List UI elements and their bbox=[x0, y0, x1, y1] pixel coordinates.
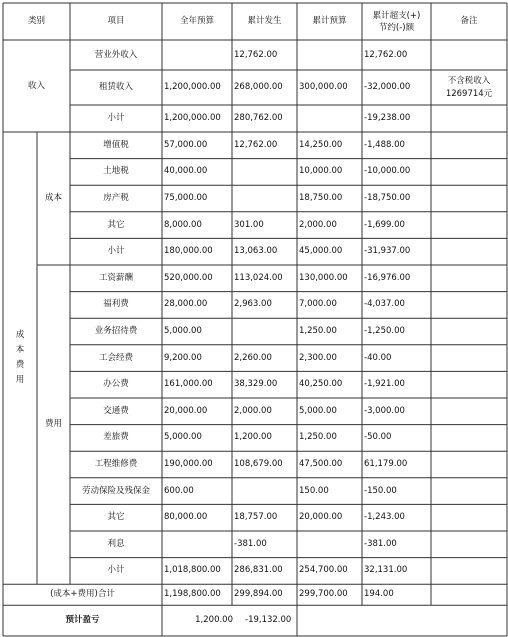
fees-row-annual-budget: 520,000.00 bbox=[164, 272, 213, 283]
fees-row-variance: 32,131.00 bbox=[364, 565, 408, 576]
fees-row-annual-budget: 5,000.00 bbox=[164, 432, 202, 443]
cost-row-variance: -18,750.00 bbox=[364, 192, 411, 203]
fees-row-cumulative-actual: 2,963.00 bbox=[234, 299, 272, 310]
header-variance-line2: 节约(-)额 bbox=[378, 22, 415, 33]
fees-row-variance: 61,179.00 bbox=[364, 458, 408, 469]
fees-row-annual-budget bbox=[162, 531, 232, 558]
cost-row-cumulative-budget: 10,000.00 bbox=[299, 166, 343, 177]
cost-subcategory: 成本 bbox=[44, 193, 62, 203]
expense-category-char: 费 bbox=[15, 360, 25, 371]
fees-row-cumulative-actual: 2,000.00 bbox=[234, 405, 272, 416]
cost-row-variance: -1,488.00 bbox=[364, 139, 405, 150]
fees-row-cumulative-budget: 40,250.00 bbox=[299, 379, 343, 390]
income-annual-budget: 1,200,000.00 bbox=[164, 113, 221, 123]
fees-row-variance: -1,250.00 bbox=[364, 325, 405, 336]
fees-row-item: 差旅费 bbox=[103, 432, 129, 443]
header-remark: 备注 bbox=[460, 16, 478, 26]
total-variance: 194.00 bbox=[364, 589, 394, 600]
income-category: 收入 bbox=[27, 80, 45, 91]
header-cumulative-actual: 累计发生 bbox=[247, 16, 282, 26]
fees-row-variance: -150.00 bbox=[364, 485, 397, 496]
expense-category-char: 成 bbox=[15, 330, 25, 341]
cost-row-variance: -10,000.00 bbox=[364, 166, 411, 177]
cost-row-cumulative-actual bbox=[232, 159, 297, 186]
fees-row-cumulative-budget: 1,250.00 bbox=[299, 325, 337, 336]
income-cumulative-budget: 300,000.00 bbox=[299, 82, 348, 92]
cost-row-cumulative-budget: 45,000.00 bbox=[299, 246, 343, 257]
fees-row-cumulative-actual: 18,757.00 bbox=[234, 512, 278, 523]
total-cumulative-budget: 299,700.00 bbox=[299, 589, 348, 600]
header-item: 项目 bbox=[107, 16, 125, 26]
fees-row-cumulative-budget bbox=[297, 531, 362, 558]
fees-row-variance: -1,243.00 bbox=[364, 512, 405, 523]
fees-row-cumulative-actual: 2,260.00 bbox=[234, 352, 272, 363]
fees-row-cumulative-actual: 108,679.00 bbox=[234, 458, 283, 469]
cost-row-annual-budget: 180,000.00 bbox=[164, 246, 213, 257]
income-remark-line1: 不含税收入 bbox=[447, 75, 491, 86]
expense-category bbox=[3, 132, 37, 584]
cost-row-annual-budget: 8,000.00 bbox=[164, 219, 202, 230]
fees-row-cumulative-actual: 1,200.00 bbox=[234, 432, 272, 443]
cost-row-item: 其它 bbox=[107, 219, 125, 230]
fees-row-variance: -1,921.00 bbox=[364, 379, 405, 390]
cost-row-cumulative-budget: 18,750.00 bbox=[299, 192, 343, 203]
fees-row-annual-budget: 190,000.00 bbox=[164, 458, 213, 469]
fees-row-cumulative-budget: 1,250.00 bbox=[299, 432, 337, 443]
fees-row-variance: -3,000.00 bbox=[364, 405, 405, 416]
expense-category-char: 用 bbox=[15, 375, 25, 386]
fees-row-variance: -381.00 bbox=[364, 538, 397, 549]
income-cumulative-actual: 280,762.00 bbox=[234, 113, 283, 123]
fees-row-cumulative-actual: -381.00 bbox=[234, 538, 267, 549]
income-item: 小计 bbox=[107, 113, 125, 123]
fees-row-cumulative-budget: 2,300.00 bbox=[299, 352, 337, 363]
fees-row-cumulative-budget: 150.00 bbox=[299, 485, 329, 496]
profit-budget: 1,200.00 bbox=[195, 615, 233, 626]
cost-row-cumulative-actual: 13,063.00 bbox=[234, 246, 278, 257]
cost-row-cumulative-budget: 14,250.00 bbox=[299, 139, 343, 150]
profit-actual: -19,132.00 bbox=[245, 615, 292, 626]
fees-row-item: 工程维修费 bbox=[94, 458, 138, 469]
header-annual-budget: 全年预算 bbox=[179, 16, 214, 26]
fees-row-annual-budget: 5,000.00 bbox=[164, 325, 202, 336]
fees-row-item: 业务招待费 bbox=[94, 325, 138, 336]
fees-row-cumulative-budget: 254,700.00 bbox=[299, 565, 348, 576]
fees-row-cumulative-actual bbox=[232, 478, 297, 505]
income-cumulative-budget bbox=[297, 40, 362, 70]
income-item: 租赁收入 bbox=[98, 82, 133, 92]
fees-row-item: 办公费 bbox=[103, 379, 129, 390]
fees-row-variance: -50.00 bbox=[364, 432, 392, 443]
header-variance-line1: 累计超支(+) bbox=[372, 10, 421, 21]
fees-row-cumulative-budget: 5,000.00 bbox=[299, 405, 337, 416]
income-annual-budget: 1,200,000.00 bbox=[164, 82, 221, 92]
fees-row-cumulative-budget: 7,000.00 bbox=[299, 299, 337, 310]
fees-row-item: 工会经费 bbox=[98, 352, 133, 363]
header-variance bbox=[362, 3, 431, 40]
fees-row-variance: -4,037.00 bbox=[364, 299, 405, 310]
fees-row-cumulative-actual: 38,329.00 bbox=[234, 379, 278, 390]
fees-row-annual-budget: 161,000.00 bbox=[164, 379, 213, 390]
fees-row-cumulative-budget: 20,000.00 bbox=[299, 512, 343, 523]
cost-row-cumulative-actual bbox=[232, 185, 297, 212]
cost-row-item: 土地税 bbox=[103, 166, 129, 177]
header-category: 类别 bbox=[27, 16, 45, 26]
fees-row-annual-budget: 80,000.00 bbox=[164, 512, 208, 523]
income-remark-line2: 1269714元 bbox=[445, 88, 493, 99]
cost-row-cumulative-budget: 2,000.00 bbox=[299, 219, 337, 230]
total-cumulative-actual: 299,894.00 bbox=[234, 589, 283, 600]
fees-row-annual-budget: 28,000.00 bbox=[164, 299, 208, 310]
cost-row-cumulative-actual: 301.00 bbox=[234, 219, 264, 230]
income-cumulative-budget bbox=[297, 105, 362, 132]
fees-row-cumulative-budget: 47,500.00 bbox=[299, 458, 343, 469]
income-variance: -32,000.00 bbox=[364, 82, 411, 92]
fees-row-item: 小计 bbox=[107, 565, 125, 576]
income-annual-budget bbox=[162, 40, 232, 70]
cost-row-annual-budget: 57,000.00 bbox=[164, 139, 208, 150]
fees-row-cumulative-actual bbox=[232, 318, 297, 345]
fees-row-cumulative-actual: 286,831.00 bbox=[234, 565, 283, 576]
cost-row-item: 房产税 bbox=[103, 192, 129, 203]
fees-row-cumulative-actual: 113,024.00 bbox=[234, 272, 283, 283]
cost-row-item: 小计 bbox=[107, 246, 125, 257]
fees-row-annual-budget: 1,018,800.00 bbox=[164, 565, 221, 576]
income-variance: 12,762.00 bbox=[364, 49, 408, 60]
cost-row-annual-budget: 40,000.00 bbox=[164, 166, 208, 177]
cost-row-variance: -31,937.00 bbox=[364, 246, 411, 257]
profit-label: 预计盈亏 bbox=[65, 615, 100, 626]
fees-row-annual-budget: 9,200.00 bbox=[164, 352, 202, 363]
header-cumulative-budget: 累计预算 bbox=[312, 16, 347, 26]
fees-row-annual-budget: 20,000.00 bbox=[164, 405, 208, 416]
fees-row-item: 其它 bbox=[107, 512, 125, 523]
cost-row-cumulative-actual: 12,762.00 bbox=[234, 139, 278, 150]
fees-row-item: 交通费 bbox=[103, 405, 129, 416]
cost-row-item: 增值税 bbox=[103, 139, 129, 150]
income-remark bbox=[431, 70, 507, 105]
fees-row-item: 劳动保险及残保金 bbox=[81, 485, 150, 496]
expense-category-char: 本 bbox=[15, 345, 25, 356]
fees-row-annual-budget: 600.00 bbox=[164, 485, 194, 496]
income-cumulative-actual: 268,000.00 bbox=[234, 82, 283, 92]
fees-row-cumulative-budget: 130,000.00 bbox=[299, 272, 348, 283]
fees-row-variance: -40.00 bbox=[364, 352, 392, 363]
income-variance: -19,238.00 bbox=[364, 113, 411, 123]
fees-row-item: 福利费 bbox=[103, 299, 129, 310]
cost-row-annual-budget: 75,000.00 bbox=[164, 192, 208, 203]
fees-row-item: 利息 bbox=[107, 538, 125, 549]
fees-row-item: 工资薪酬 bbox=[98, 272, 133, 283]
fees-row-variance: -16,976.00 bbox=[364, 272, 411, 283]
cost-row-variance: -1,699.00 bbox=[364, 219, 405, 230]
total-item: (成本+费用)合计 bbox=[50, 589, 115, 600]
income-item: 营业外收入 bbox=[94, 49, 138, 60]
fees-subcategory: 费用 bbox=[44, 419, 62, 430]
income-cumulative-actual: 12,762.00 bbox=[234, 49, 278, 60]
total-annual-budget: 1,198,800.00 bbox=[164, 589, 221, 600]
